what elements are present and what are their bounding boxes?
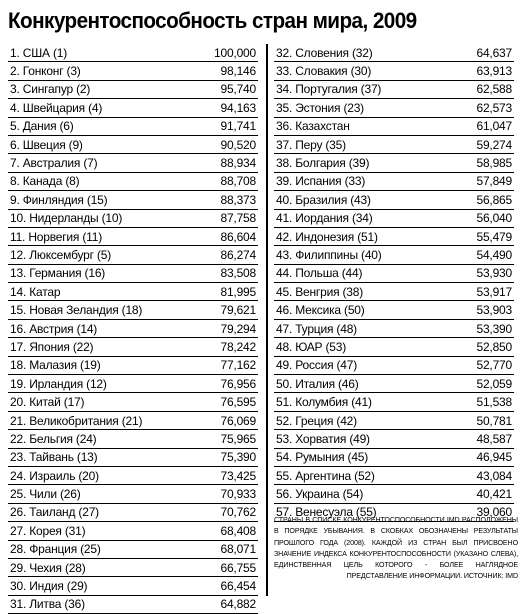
country-name: 5. Дания (6): [10, 119, 74, 134]
index-value: 79,621: [220, 303, 256, 318]
table-row: [274, 44, 514, 62]
table-row: [274, 375, 514, 393]
table-row: [8, 430, 258, 448]
table-row: [8, 412, 258, 430]
country-name: 8. Канада (8): [10, 174, 80, 189]
index-value: 52,059: [476, 376, 512, 391]
table-row: [8, 522, 258, 540]
table-row: [8, 504, 258, 522]
country-name: 20. Китай (17): [10, 395, 85, 410]
table-row: [8, 393, 258, 411]
country-name: 9. Финляндия (15): [10, 192, 108, 207]
country-name: 7. Австралия (7): [10, 156, 98, 171]
table-row: [274, 449, 514, 467]
country-name: 35. Эстония (23): [276, 100, 364, 115]
index-value: 77,162: [220, 358, 256, 373]
table-row: [274, 320, 514, 338]
country-name: 52. Греция (42): [276, 413, 357, 428]
index-value: 90,520: [220, 137, 256, 152]
country-name: 33. Словакия (30): [276, 64, 372, 79]
country-name: 31. Литва (36): [10, 597, 85, 612]
index-value: 53,903: [476, 303, 512, 318]
country-name: 19. Ирландия (12): [10, 376, 107, 391]
country-name: 21. Великобритания (21): [10, 413, 143, 428]
table-row: [274, 265, 514, 283]
table-row: [274, 136, 514, 154]
table-row: [8, 228, 258, 246]
index-value: 61,047: [476, 119, 512, 134]
country-name: 40. Бразилия (43): [276, 192, 371, 207]
table-row: [274, 485, 514, 503]
index-value: 63,913: [476, 64, 512, 79]
index-value: 52,850: [476, 339, 512, 354]
index-value: 100,000: [214, 45, 256, 60]
table-row: [8, 173, 258, 191]
index-value: 58,985: [476, 156, 512, 171]
index-value: 53,390: [476, 321, 512, 336]
country-name: 12. Люксембург (5): [10, 247, 111, 262]
index-value: 88,373: [220, 192, 256, 207]
country-name: 18. Малазия (19): [10, 358, 101, 373]
table-row: [8, 265, 258, 283]
table-row: [8, 210, 258, 228]
table-row: [274, 283, 514, 301]
country-name: 36. Казахстан: [276, 119, 350, 134]
index-value: 83,508: [220, 266, 256, 281]
table-row: [8, 246, 258, 264]
table-row: [8, 62, 258, 80]
table-row: [8, 596, 258, 614]
country-name: 10. Нидерланды (10): [10, 211, 123, 226]
table-row: [8, 338, 258, 356]
index-value: 98,146: [220, 64, 256, 79]
index-value: 66,755: [220, 560, 256, 575]
index-value: 94,163: [220, 100, 256, 115]
index-value: 43,084: [476, 468, 512, 483]
index-value: 46,945: [476, 450, 512, 465]
index-value: 50,781: [476, 413, 512, 428]
table-row: [8, 44, 258, 62]
index-value: 91,741: [220, 119, 256, 134]
country-name: 11. Норвегия (11): [10, 229, 103, 244]
country-name: 50. Италия (46): [276, 376, 359, 391]
country-name: 38. Болгария (39): [276, 156, 370, 171]
table-row: [8, 81, 258, 99]
table-row: [274, 62, 514, 80]
country-name: 14. Катар: [10, 284, 61, 299]
source-note: СТРАНЫ В СПИСКЕ КОНКУРЕНТОСПОСОБНОСТИ IMD РАСПОЛОЖЕНЫ В ПОРЯДКЕ УБЫВАНИЯ. В СКОБКАХ ОБОЗНАЧЕНЫ РЕЗУЛЬТАТЫ ПРОШЛОГО ГОДА (2008). КАЖДОЙ ИЗ СТРАН БЫЛ ПРИСВОЕНО ЗНАЧЕНИЕ ИНДЕКСА КОНКУРЕНТОСПОСОБНОСТИ (УКАЗАНО СЛЕВА), ЕДИНСТВЕННАЯ ЦЕЛЬ КОТОРОГО - БОЛЕЕ НАГЛЯДНОЕ ПРЕДСТАВЛЕНИЕ ИНФОРМАЦИИ. ИСТОЧНИК: IMD: [274, 516, 518, 581]
country-name: 39. Испания (33): [276, 174, 366, 189]
table-row: [274, 154, 514, 172]
country-name: 54. Румыния (45): [276, 450, 369, 465]
index-value: 53,930: [476, 266, 512, 281]
index-value: 86,604: [220, 229, 256, 244]
table-row: [8, 467, 258, 485]
country-name: 37. Перу (35): [276, 137, 346, 152]
country-name: 27. Корея (31): [10, 523, 86, 538]
index-value: 62,588: [476, 82, 512, 97]
table-row: [274, 246, 514, 264]
country-name: 17. Япония (22): [10, 339, 94, 354]
country-name: 25. Чили (26): [10, 487, 81, 502]
table-row: [274, 467, 514, 485]
table-row: [8, 320, 258, 338]
index-value: 56,865: [476, 192, 512, 207]
table-row: [8, 577, 258, 595]
index-value: 75,965: [220, 431, 256, 446]
index-value: 55,479: [476, 229, 512, 244]
index-value: 39,060: [476, 505, 512, 520]
country-name: 32. Словения (32): [276, 45, 373, 60]
index-value: 64,882: [220, 597, 256, 612]
index-value: 68,408: [220, 523, 256, 538]
country-name: 15. Новая Зеландия (18): [10, 303, 143, 318]
index-value: 68,071: [220, 542, 256, 557]
table-row: [274, 99, 514, 117]
country-name: 3. Сингапур (2): [10, 82, 91, 97]
index-value: 86,274: [220, 247, 256, 262]
country-name: 48. ЮАР (53): [276, 339, 347, 354]
index-value: 59,274: [476, 137, 512, 152]
index-value: 48,587: [476, 431, 512, 446]
index-value: 78,242: [220, 339, 256, 354]
table-row: [8, 375, 258, 393]
index-value: 76,069: [220, 413, 256, 428]
table-row: [274, 81, 514, 99]
table-row: [274, 210, 514, 228]
country-name: 53. Хорватия (49): [276, 431, 370, 446]
table-row: [8, 191, 258, 209]
index-value: 87,758: [220, 211, 256, 226]
country-name: 26. Таиланд (27): [10, 505, 99, 520]
ranking-column-left: [8, 44, 258, 612]
index-value: 53,917: [476, 284, 512, 299]
country-name: 49. Россия (47): [276, 358, 358, 373]
index-value: 73,425: [220, 468, 256, 483]
table-row: [274, 191, 514, 209]
country-name: 51. Колумбия (41): [276, 395, 372, 410]
country-name: 1. США (1): [10, 45, 68, 60]
country-name: 41. Иордания (34): [276, 211, 373, 226]
country-name: 55. Аргентина (52): [276, 468, 375, 483]
index-value: 52,770: [476, 358, 512, 373]
country-name: 56. Украина (54): [276, 487, 364, 502]
country-name: 34. Португалия (37): [276, 82, 382, 97]
country-name: 30. Индия (29): [10, 579, 88, 594]
country-name: 46. Мексика (50): [276, 303, 365, 318]
table-row: [274, 357, 514, 375]
table-row: [8, 357, 258, 375]
index-value: 76,595: [220, 395, 256, 410]
table-row: [8, 99, 258, 117]
country-name: 6. Швеция (9): [10, 137, 83, 152]
table-row: [274, 301, 514, 319]
table-row: [8, 118, 258, 136]
index-value: 54,490: [476, 247, 512, 262]
country-name: 44. Польша (44): [276, 266, 363, 281]
table-row: [274, 412, 514, 430]
table-row: [274, 118, 514, 136]
ranking-column-right: [274, 44, 514, 596]
table-row: [274, 173, 514, 191]
country-name: 23. Тайвань (13): [10, 450, 98, 465]
table-row: [274, 228, 514, 246]
index-value: 64,637: [476, 45, 512, 60]
index-value: 95,740: [220, 82, 256, 97]
country-name: 28. Франция (25): [10, 542, 101, 557]
table-row: [8, 485, 258, 503]
column-divider: [266, 44, 268, 596]
index-value: 81,995: [220, 284, 256, 299]
country-name: 43. Филиппины (40): [276, 247, 382, 262]
table-row: [8, 154, 258, 172]
table-row: [274, 393, 514, 411]
page-title: Конкурентоспособность стран мира, 2009: [8, 8, 417, 33]
country-name: 47. Турция (48): [276, 321, 357, 336]
index-value: 75,390: [220, 450, 256, 465]
index-value: 66,454: [220, 579, 256, 594]
table-row: [8, 559, 258, 577]
table-row: [8, 136, 258, 154]
index-value: 88,708: [220, 174, 256, 189]
index-value: 70,933: [220, 487, 256, 502]
country-name: 13. Германия (16): [10, 266, 106, 281]
country-name: 2. Гонконг (3): [10, 64, 81, 79]
country-name: 4. Швейцария (4): [10, 100, 103, 115]
index-value: 79,294: [220, 321, 256, 336]
index-value: 88,934: [220, 156, 256, 171]
index-value: 57,849: [476, 174, 512, 189]
country-name: 29. Чехия (28): [10, 560, 86, 575]
index-value: 76,956: [220, 376, 256, 391]
country-name: 57. Венесуэла (55): [276, 505, 377, 520]
index-value: 51,538: [476, 395, 512, 410]
table-row: [274, 430, 514, 448]
index-value: 40,421: [476, 487, 512, 502]
table-row: [274, 338, 514, 356]
table-row: [8, 541, 258, 559]
country-name: 45. Венгрия (38): [276, 284, 364, 299]
country-name: 22. Бельгия (24): [10, 431, 97, 446]
table-row: [8, 283, 258, 301]
index-value: 70,762: [220, 505, 256, 520]
country-name: 16. Австрия (14): [10, 321, 98, 336]
index-value: 56,040: [476, 211, 512, 226]
table-row: [8, 449, 258, 467]
country-name: 24. Израиль (20): [10, 468, 99, 483]
country-name: 42. Индонезия (51): [276, 229, 378, 244]
table-row: [8, 301, 258, 319]
index-value: 62,573: [476, 100, 512, 115]
